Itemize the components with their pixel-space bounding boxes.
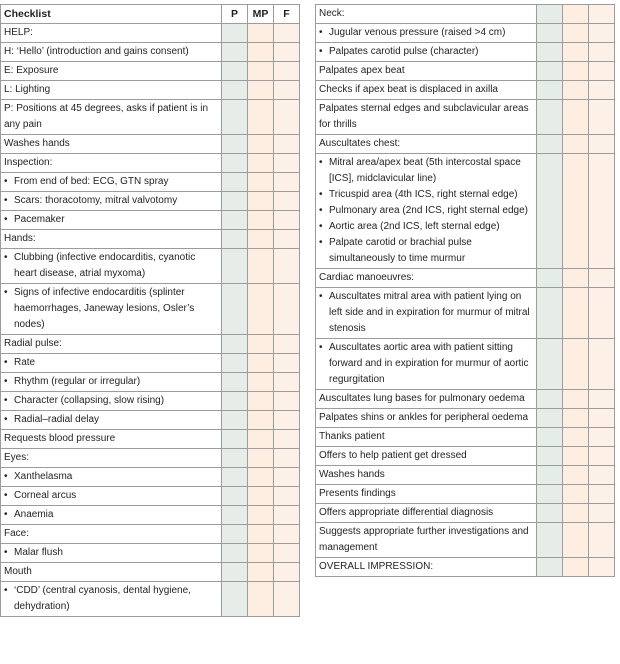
- item-label: Suggests appropriate further investigations and management: [319, 526, 529, 553]
- p-score-cell[interactable]: [537, 428, 563, 447]
- checklist-item: [1, 81, 222, 100]
- item-label: Checks if apex beat is displaced in axilla: [319, 84, 498, 95]
- f-score-cell[interactable]: [589, 100, 615, 135]
- checklist-item: [1, 563, 222, 582]
- mp-score-cell[interactable]: [248, 230, 274, 249]
- checklist-row: [1, 173, 300, 192]
- checklist-row: [1, 24, 300, 43]
- f-score-cell[interactable]: [274, 468, 300, 487]
- checklist-item: [316, 558, 537, 577]
- f-score-cell[interactable]: [274, 392, 300, 411]
- mp-score-cell[interactable]: [248, 411, 274, 430]
- mp-score-cell[interactable]: [563, 447, 589, 466]
- item-label: Presents findings: [319, 488, 396, 499]
- f-score-cell[interactable]: [274, 335, 300, 354]
- item-label: Neck:: [319, 8, 345, 19]
- f-score-cell[interactable]: [274, 173, 300, 192]
- bullet-item: • Auscultates mitral area with patient lying on left side and in expiration for murmur of mitral stenosis: [319, 289, 533, 337]
- item-label: Auscultates chest:: [319, 138, 401, 149]
- f-score-cell[interactable]: [589, 43, 615, 62]
- p-score-cell[interactable]: [222, 62, 248, 81]
- checklist-item: [316, 409, 537, 428]
- mp-score-cell[interactable]: [563, 43, 589, 62]
- checklist-item: [316, 81, 537, 100]
- f-score-cell[interactable]: [274, 249, 300, 284]
- checklist-row: [1, 354, 300, 373]
- mp-score-cell[interactable]: [563, 5, 589, 24]
- checklist-item: [316, 504, 537, 523]
- checklist-row: [1, 544, 300, 563]
- checklist-row: [1, 487, 300, 506]
- item-label: Requests blood pressure: [4, 433, 116, 444]
- mp-score-cell[interactable]: [248, 487, 274, 506]
- p-score-cell[interactable]: [222, 173, 248, 192]
- checklist-row: [316, 447, 615, 466]
- mp-score-cell[interactable]: [248, 373, 274, 392]
- checklist-item: [316, 269, 537, 288]
- mp-score-cell[interactable]: [248, 354, 274, 373]
- mp-score-cell[interactable]: [563, 288, 589, 339]
- item-label: L: Lighting: [4, 84, 51, 95]
- checklist-item: [1, 392, 222, 411]
- checklist-table-right: [315, 4, 615, 577]
- item-label: Auscultates lung bases for pulmonary oedema: [319, 393, 525, 404]
- f-score-cell[interactable]: [274, 506, 300, 525]
- f-score-cell[interactable]: [589, 288, 615, 339]
- p-score-cell[interactable]: [537, 81, 563, 100]
- p-score-cell[interactable]: [222, 211, 248, 230]
- checklist-item: [1, 24, 222, 43]
- checklist-row: [1, 81, 300, 100]
- checklist-row: [1, 506, 300, 525]
- mp-score-cell[interactable]: [563, 100, 589, 135]
- checklist-row: [316, 558, 615, 577]
- p-score-cell[interactable]: [222, 373, 248, 392]
- f-score-cell[interactable]: [589, 269, 615, 288]
- item-label: HELP:: [4, 27, 33, 38]
- f-score-cell[interactable]: [274, 582, 300, 617]
- mp-score-cell[interactable]: [248, 192, 274, 211]
- p-score-cell[interactable]: [222, 506, 248, 525]
- item-label: Thanks patient: [319, 431, 385, 442]
- mp-score-cell[interactable]: [248, 544, 274, 563]
- item-label: Palpates sternal edges and subclavicular areas for thrills: [319, 103, 529, 130]
- f-score-cell[interactable]: [274, 211, 300, 230]
- checklist-item: [316, 100, 537, 135]
- checklist-item: [1, 284, 222, 335]
- p-score-cell[interactable]: [222, 81, 248, 100]
- checklist-item: [1, 449, 222, 468]
- p-score-cell[interactable]: [222, 249, 248, 284]
- checklist-row: [316, 43, 615, 62]
- f-score-cell[interactable]: [589, 135, 615, 154]
- checklist-row: [316, 466, 615, 485]
- f-score-cell[interactable]: [274, 354, 300, 373]
- f-score-cell[interactable]: [589, 390, 615, 409]
- checklist-item: [316, 428, 537, 447]
- p-score-cell[interactable]: [537, 390, 563, 409]
- f-score-cell[interactable]: [589, 428, 615, 447]
- checklist-item: [316, 154, 537, 269]
- f-score-cell[interactable]: [589, 447, 615, 466]
- item-label: Palpates apex beat: [319, 65, 405, 76]
- checklist-row: [316, 135, 615, 154]
- item-label: P: Positions at 45 degrees, asks if patient is in any pain: [4, 103, 208, 130]
- mp-header: MP: [248, 5, 274, 24]
- p-score-cell[interactable]: [537, 135, 563, 154]
- bullet-item: • Signs of infective endocarditis (splinter haemorrhages, Janeway lesions, Osler’s nodes): [4, 285, 218, 333]
- p-score-cell[interactable]: [537, 504, 563, 523]
- bullet-item: • Rhythm (regular or irregular): [4, 374, 218, 390]
- bullet-item: • From end of bed: ECG, GTN spray: [4, 174, 218, 190]
- p-score-cell[interactable]: [537, 288, 563, 339]
- bullet-item: • Pulmonary area (2nd ICS, right sternal edge): [319, 203, 533, 219]
- p-score-cell[interactable]: [537, 339, 563, 390]
- mp-score-cell[interactable]: [563, 154, 589, 269]
- checklist-item: [1, 506, 222, 525]
- p-score-cell[interactable]: [222, 582, 248, 617]
- bullet-item: • Scars: thoracotomy, mitral valvotomy: [4, 193, 218, 209]
- checklist-body-left: [1, 24, 300, 617]
- item-label: Radial pulse:: [4, 338, 62, 349]
- f-score-cell[interactable]: [274, 230, 300, 249]
- item-label: Offers to help patient get dressed: [319, 450, 467, 461]
- p-score-cell[interactable]: [222, 468, 248, 487]
- f-score-cell[interactable]: [589, 62, 615, 81]
- f-score-cell[interactable]: [274, 487, 300, 506]
- item-label: Hands:: [4, 233, 36, 244]
- p-score-cell[interactable]: [537, 62, 563, 81]
- mp-score-cell[interactable]: [248, 582, 274, 617]
- f-score-cell[interactable]: [589, 409, 615, 428]
- mp-score-cell[interactable]: [248, 392, 274, 411]
- checklist-item: [316, 523, 537, 558]
- checklist-row: [316, 24, 615, 43]
- checklist-row: [316, 504, 615, 523]
- bullet-item: • Palpate carotid or brachial pulse simultaneously to time murmur: [319, 235, 533, 267]
- checklist-header: Checklist: [1, 5, 222, 24]
- f-score-cell[interactable]: [274, 373, 300, 392]
- checklist-item: [316, 447, 537, 466]
- mp-score-cell[interactable]: [563, 504, 589, 523]
- f-score-cell[interactable]: [274, 525, 300, 544]
- checklist-row: [316, 409, 615, 428]
- checklist-item: [1, 154, 222, 173]
- p-score-cell[interactable]: [222, 392, 248, 411]
- checklist-item: [1, 211, 222, 230]
- mp-score-cell[interactable]: [563, 409, 589, 428]
- mp-score-cell[interactable]: [563, 523, 589, 558]
- checklist-item: [1, 62, 222, 81]
- mp-score-cell[interactable]: [563, 62, 589, 81]
- item-label: Washes hands: [319, 469, 385, 480]
- item-label: Palpates shins or ankles for peripheral oedema: [319, 412, 529, 423]
- p-score-cell[interactable]: [222, 154, 248, 173]
- checklist-row: [316, 428, 615, 447]
- mp-score-cell[interactable]: [563, 135, 589, 154]
- p-score-cell[interactable]: [537, 269, 563, 288]
- bullet-item: • Aortic area (2nd ICS, left sternal edge): [319, 219, 533, 235]
- p-score-cell[interactable]: [222, 135, 248, 154]
- f-score-cell[interactable]: [589, 24, 615, 43]
- checklist-item: [316, 288, 537, 339]
- f-score-cell[interactable]: [274, 135, 300, 154]
- mp-score-cell[interactable]: [563, 81, 589, 100]
- f-score-cell[interactable]: [589, 154, 615, 269]
- checklist-item: [316, 43, 537, 62]
- bullet-item: • Jugular venous pressure (raised >4 cm): [319, 25, 533, 41]
- f-score-cell[interactable]: [274, 544, 300, 563]
- f-score-cell[interactable]: [589, 523, 615, 558]
- mp-score-cell[interactable]: [248, 81, 274, 100]
- bullet-item: • Auscultates aortic area with patient sitting forward and in expiration for murmur of aortic regurgitation: [319, 340, 533, 388]
- checklist-item: [316, 485, 537, 504]
- checklist-row: [316, 485, 615, 504]
- checklist-item: [1, 354, 222, 373]
- checklist-item: [1, 487, 222, 506]
- p-score-cell[interactable]: [537, 523, 563, 558]
- p-score-cell[interactable]: [222, 354, 248, 373]
- checklist-row: [1, 335, 300, 354]
- checklist-row: [316, 100, 615, 135]
- checklist-row: [1, 468, 300, 487]
- p-score-cell[interactable]: [537, 43, 563, 62]
- item-label: Eyes:: [4, 452, 30, 463]
- table-header-row: [1, 5, 300, 24]
- item-label: Face:: [4, 528, 30, 539]
- checklist-item: [1, 544, 222, 563]
- mp-score-cell[interactable]: [248, 154, 274, 173]
- f-score-cell[interactable]: [589, 81, 615, 100]
- mp-score-cell[interactable]: [248, 62, 274, 81]
- f-score-cell[interactable]: [274, 284, 300, 335]
- checklist-row: [316, 269, 615, 288]
- checklist-item: [1, 430, 222, 449]
- bullet-item: • Radial–radial delay: [4, 412, 218, 428]
- mp-score-cell[interactable]: [563, 485, 589, 504]
- f-score-cell[interactable]: [589, 339, 615, 390]
- p-score-cell[interactable]: [222, 335, 248, 354]
- checklist-body-right: [316, 5, 615, 577]
- checklist-row: [1, 192, 300, 211]
- mp-score-cell[interactable]: [248, 249, 274, 284]
- checklist-row: [316, 288, 615, 339]
- checklist-row: [1, 154, 300, 173]
- item-label: H: ‘Hello’ (introduction and gains consent): [4, 46, 189, 57]
- mp-score-cell[interactable]: [248, 135, 274, 154]
- mp-score-cell[interactable]: [248, 506, 274, 525]
- item-label: E: Exposure: [4, 65, 59, 76]
- checklist-item: [1, 230, 222, 249]
- mp-score-cell[interactable]: [248, 449, 274, 468]
- item-label: Mouth: [4, 566, 32, 577]
- checklist-row: [1, 373, 300, 392]
- mp-score-cell[interactable]: [248, 100, 274, 135]
- checklist-item: [1, 173, 222, 192]
- p-score-cell[interactable]: [222, 563, 248, 582]
- p-score-cell[interactable]: [222, 411, 248, 430]
- checklist-item: [1, 468, 222, 487]
- checklist-item: [316, 5, 537, 24]
- f-score-cell[interactable]: [589, 466, 615, 485]
- bullet-item: • Pacemaker: [4, 212, 218, 228]
- checklist-item: [1, 135, 222, 154]
- bullet-item: • Malar flush: [4, 545, 218, 561]
- p-score-cell[interactable]: [222, 100, 248, 135]
- item-label: Inspection:: [4, 157, 53, 168]
- checklist-item: [1, 249, 222, 284]
- item-label: Cardiac manoeuvres:: [319, 272, 415, 283]
- mp-score-cell[interactable]: [248, 430, 274, 449]
- mp-score-cell[interactable]: [248, 211, 274, 230]
- bullet-item: • Xanthelasma: [4, 469, 218, 485]
- checklist-row: [316, 81, 615, 100]
- mp-score-cell[interactable]: [248, 43, 274, 62]
- p-score-cell[interactable]: [537, 5, 563, 24]
- p-score-cell[interactable]: [222, 192, 248, 211]
- mp-score-cell[interactable]: [563, 269, 589, 288]
- p-score-cell[interactable]: [537, 154, 563, 269]
- checklist-row: [316, 154, 615, 269]
- p-score-cell[interactable]: [222, 449, 248, 468]
- f-score-cell[interactable]: [274, 449, 300, 468]
- checklist-item: [1, 192, 222, 211]
- f-score-cell[interactable]: [274, 154, 300, 173]
- p-score-cell[interactable]: [222, 284, 248, 335]
- f-score-cell[interactable]: [274, 81, 300, 100]
- p-score-cell[interactable]: [222, 24, 248, 43]
- checklist-row: [1, 211, 300, 230]
- bullet-item: • Tricuspid area (4th ICS, right sternal edge): [319, 187, 533, 203]
- f-score-cell[interactable]: [274, 24, 300, 43]
- bullet-item: • Anaemia: [4, 507, 218, 523]
- p-score-cell[interactable]: [222, 430, 248, 449]
- mp-score-cell[interactable]: [248, 468, 274, 487]
- mp-score-cell[interactable]: [563, 558, 589, 577]
- checklist-item: [1, 373, 222, 392]
- f-score-cell[interactable]: [274, 43, 300, 62]
- f-score-cell[interactable]: [274, 411, 300, 430]
- checklist-row: [1, 563, 300, 582]
- checklist-row: [1, 62, 300, 81]
- p-score-cell[interactable]: [537, 100, 563, 135]
- checklist-row: [316, 339, 615, 390]
- checklist-row: [1, 43, 300, 62]
- p-score-cell[interactable]: [222, 544, 248, 563]
- checklist-item: [316, 390, 537, 409]
- p-score-cell[interactable]: [222, 230, 248, 249]
- mp-score-cell[interactable]: [563, 390, 589, 409]
- p-score-cell[interactable]: [222, 487, 248, 506]
- checklist-item: [1, 100, 222, 135]
- bullet-item: • Rate: [4, 355, 218, 371]
- p-score-cell[interactable]: [537, 447, 563, 466]
- bullet-item: • Corneal arcus: [4, 488, 218, 504]
- mp-score-cell[interactable]: [563, 24, 589, 43]
- checklist-item: [1, 525, 222, 544]
- checklist-item: [1, 582, 222, 617]
- checklist-row: [1, 525, 300, 544]
- checklist-row: [1, 230, 300, 249]
- f-score-cell[interactable]: [274, 192, 300, 211]
- bullet-item: • ‘CDD’ (central cyanosis, dental hygiene, dehydration): [4, 583, 218, 615]
- f-score-cell[interactable]: [274, 62, 300, 81]
- checklist-row: [1, 430, 300, 449]
- f-score-cell[interactable]: [589, 485, 615, 504]
- item-label: OVERALL IMPRESSION:: [319, 561, 434, 572]
- checklist-row: [1, 135, 300, 154]
- f-score-cell[interactable]: [589, 558, 615, 577]
- f-header: F: [274, 5, 300, 24]
- f-score-cell[interactable]: [589, 504, 615, 523]
- p-score-cell[interactable]: [537, 466, 563, 485]
- mp-score-cell[interactable]: [248, 24, 274, 43]
- checklist-row: [1, 100, 300, 135]
- checklist-item: [1, 43, 222, 62]
- f-score-cell[interactable]: [274, 100, 300, 135]
- bullet-item: • Palpates carotid pulse (character): [319, 44, 533, 60]
- f-score-cell[interactable]: [274, 563, 300, 582]
- checklist-row: [1, 411, 300, 430]
- item-label: Washes hands: [4, 138, 70, 149]
- checklist-item: [316, 339, 537, 390]
- mp-score-cell[interactable]: [248, 525, 274, 544]
- bullet-item: • Clubbing (infective endocarditis, cyanotic heart disease, atrial myxoma): [4, 250, 218, 282]
- p-score-cell[interactable]: [222, 43, 248, 62]
- checklist-row: [316, 390, 615, 409]
- mp-score-cell[interactable]: [248, 563, 274, 582]
- f-score-cell[interactable]: [274, 430, 300, 449]
- mp-score-cell[interactable]: [563, 466, 589, 485]
- bullet-item: • Mitral area/apex beat (5th intercostal space [ICS], midclavicular line): [319, 155, 533, 187]
- checklist-row: [1, 249, 300, 284]
- item-label: Offers appropriate differential diagnosis: [319, 507, 494, 518]
- mp-score-cell[interactable]: [563, 428, 589, 447]
- mp-score-cell[interactable]: [563, 339, 589, 390]
- checklist-row: [316, 5, 615, 24]
- checklist-row: [1, 392, 300, 411]
- checklist-item: [1, 335, 222, 354]
- checklist-row: [1, 449, 300, 468]
- mp-score-cell[interactable]: [248, 284, 274, 335]
- mp-score-cell[interactable]: [248, 335, 274, 354]
- p-score-cell[interactable]: [537, 24, 563, 43]
- checklist-row: [1, 284, 300, 335]
- f-score-cell[interactable]: [589, 5, 615, 24]
- p-score-cell[interactable]: [537, 409, 563, 428]
- checklist-table-left: [0, 4, 300, 617]
- mp-score-cell[interactable]: [248, 173, 274, 192]
- bullet-list: [319, 155, 533, 267]
- checklist-item: [1, 411, 222, 430]
- p-score-cell[interactable]: [537, 485, 563, 504]
- checklist-item: [316, 135, 537, 154]
- p-header: P: [222, 5, 248, 24]
- checklist-item: [316, 62, 537, 81]
- checklist-row: [316, 523, 615, 558]
- p-score-cell[interactable]: [222, 525, 248, 544]
- bullet-item: • Character (collapsing, slow rising): [4, 393, 218, 409]
- p-score-cell[interactable]: [537, 558, 563, 577]
- checklist-item: [316, 466, 537, 485]
- checklist-row: [1, 582, 300, 617]
- checklist-item: [316, 24, 537, 43]
- checklist-row: [316, 62, 615, 81]
